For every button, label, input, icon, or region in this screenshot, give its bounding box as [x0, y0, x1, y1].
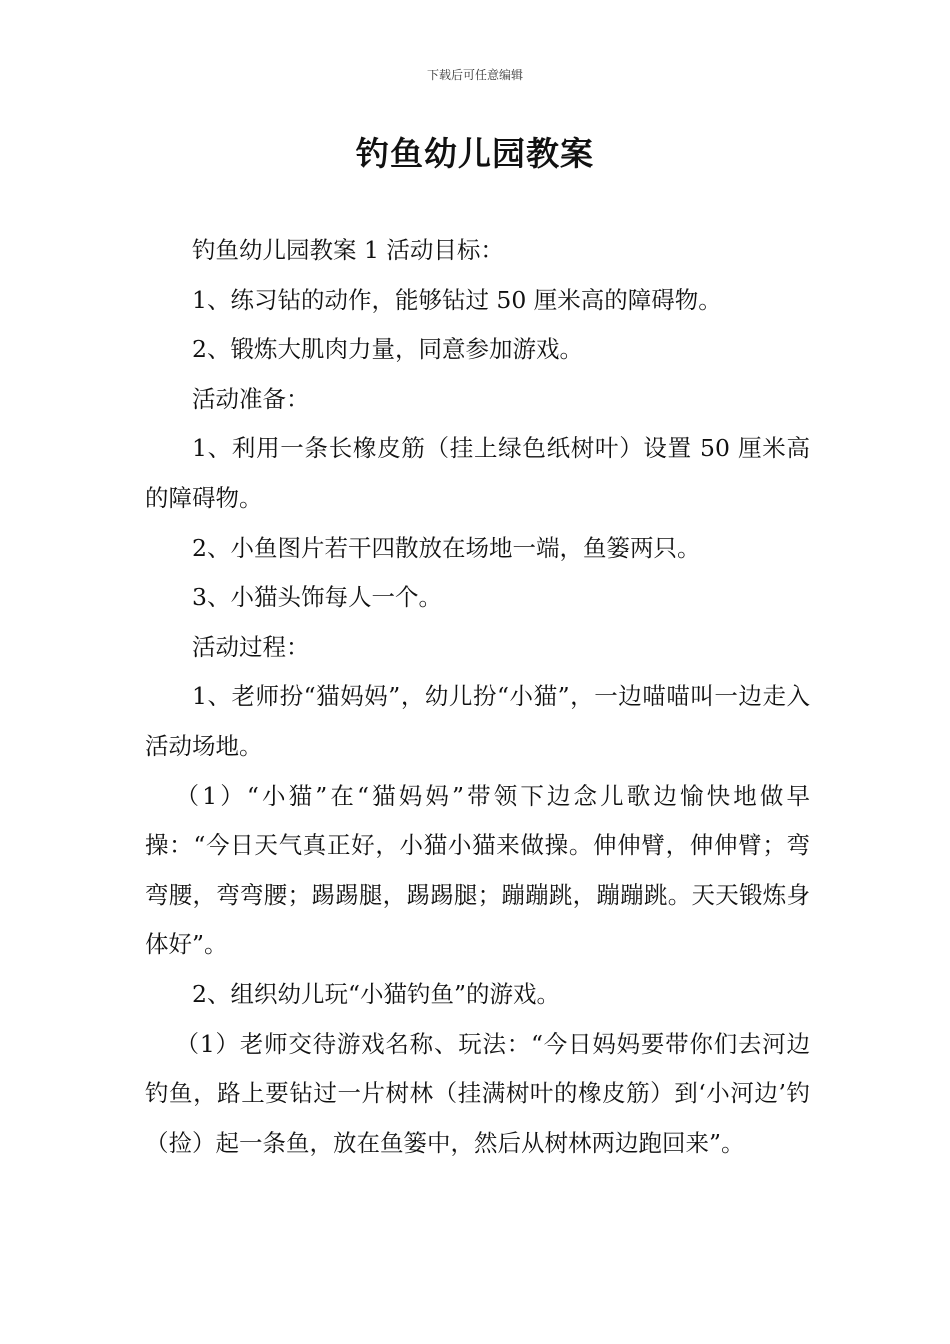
- paragraph: 2、锻炼大肌肉力量，同意参加游戏。: [192, 335, 583, 364]
- document-body: [145, 226, 810, 1168]
- paragraph: （1）“小猫”在“猫妈妈”带领下边念儿歌边愉快地做早操：“今日天气真正好，小猫小猫来做操。伸伸臂，伸伸臂；弯弯腰，弯弯腰；踢踢腿，踢踢腿；蹦蹦跳，蹦蹦跳。天天锻炼身体好”。: [145, 781, 810, 959]
- paragraph: 2、组织幼儿玩“小猫钓鱼”的游戏。: [192, 979, 560, 1008]
- paragraph: 3、小猫头饰每人一个。: [192, 583, 442, 612]
- paragraph: 2、小鱼图片若干四散放在场地一端，鱼篓两只。: [192, 533, 701, 562]
- header-note: 下载后可任意编辑: [426, 68, 523, 82]
- paragraph: 活动准备：: [192, 384, 310, 413]
- paragraph: （1）老师交待游戏名称、玩法：“今日妈妈要带你们去河边钓鱼，路上要钻过一片树林（挂满树叶的橡皮筋）到‘小河边’钓（捡）起一条鱼，放在鱼篓中，然后从树林两边跑回来”。: [145, 1029, 810, 1157]
- paragraph: 1、练习钻的动作，能够钻过 50 厘米高的障碍物。: [192, 285, 722, 314]
- document-title: 钓鱼幼儿园教案: [356, 134, 594, 173]
- paragraph: 钓鱼幼儿园教案 1 活动目标：: [192, 236, 504, 264]
- paragraph: 1、利用一条长橡皮筋（挂上绿色纸树叶）设置 50 厘米高的障碍物。: [145, 434, 810, 512]
- paragraph: 活动过程：: [192, 632, 310, 661]
- paragraph: 1、老师扮“猫妈妈”，幼儿扮“小猫”，一边喵喵叫一边走入活动场地。: [145, 682, 810, 760]
